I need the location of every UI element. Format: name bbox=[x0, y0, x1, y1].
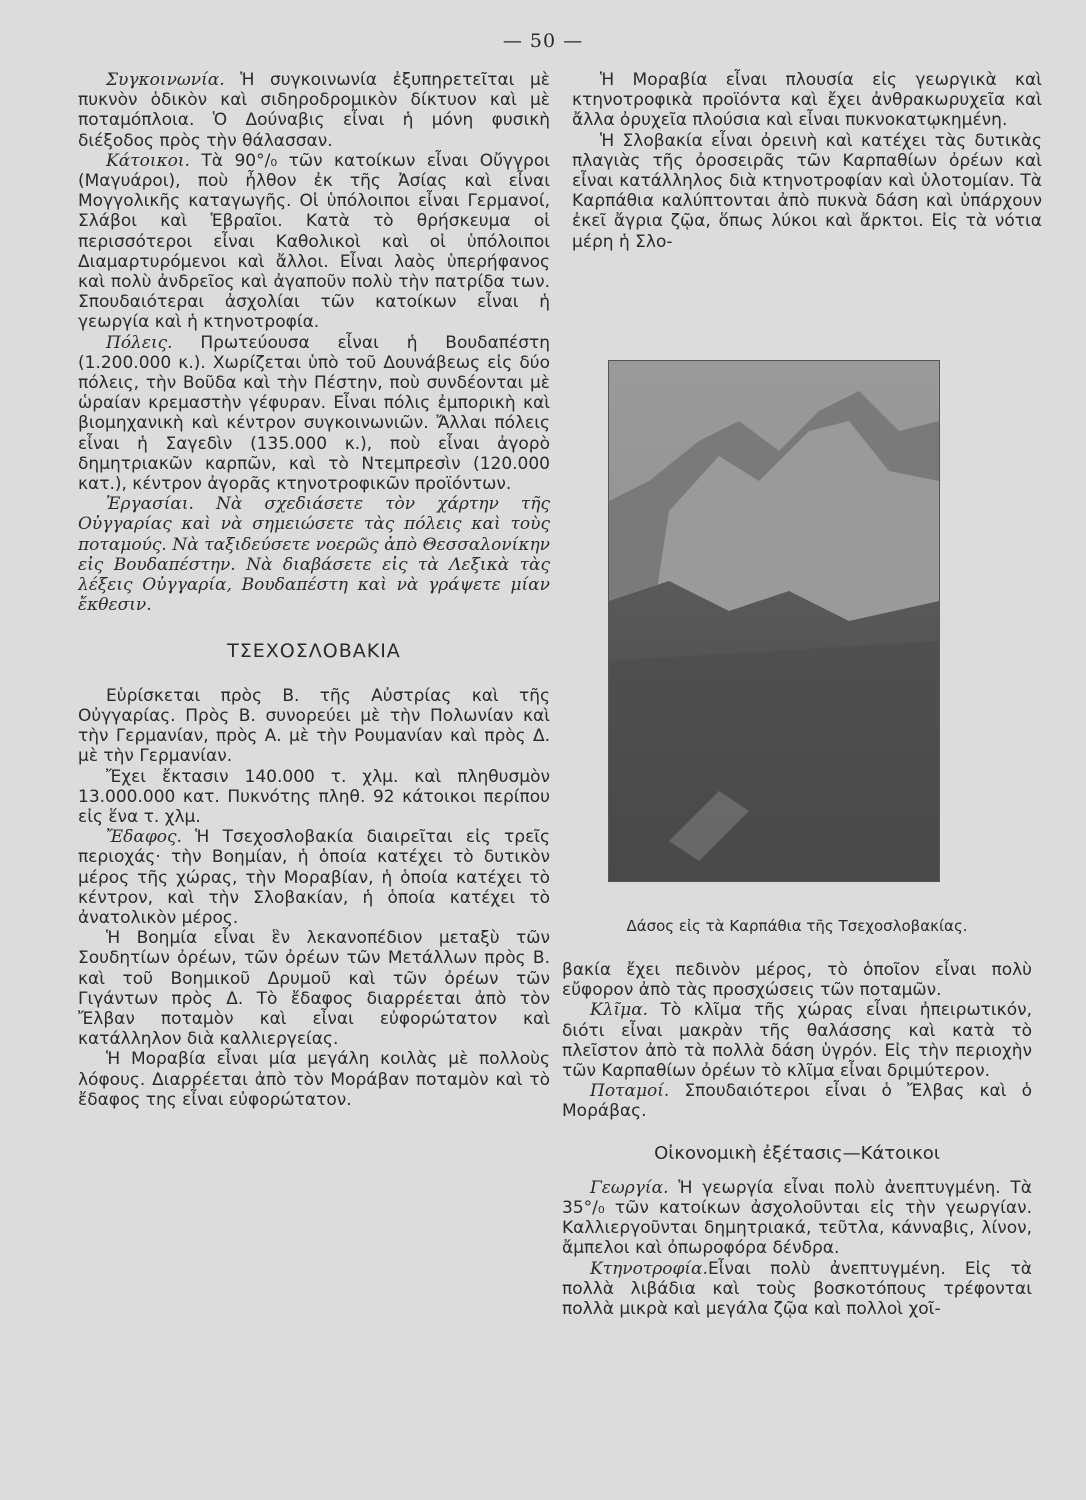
paragraph-text: Εἶναι πολὺ ἀνεπτυγμένη. Εἰς τὰ πολλὰ λιβάδια καὶ τοὺς βοσκοτόπους τρέφονται πολλὰ μικρὰ καὶ μεγάλα ζῷα καὶ πολλοὶ χοῖ- bbox=[562, 1258, 1032, 1320]
paragraph-text: Ἡ Σλοβακία εἶναι ὀρεινὴ καὶ κατέχει τὰς δυτικὰς πλαγιὰς τῆς ὀροσειρᾶς τῶν Καρπαθίων ὀρέων καὶ εἶναι κατάλληλος διὰ κτηνοτροφίαν καὶ ὑλοτομίαν. Τὰ Καρπάθια καλύπτονται ἀπὸ πυκνὰ δάση καὶ ὑπάρχουν ἐκεῖ ἄγρια ζῷα, ὅπως λύκοι καὶ ἄρκτοι. Εἰς τὰ νότια μέρη ἡ Σλο- bbox=[572, 130, 1042, 252]
paragraph-text: Ἡ γεωργία εἶναι πολὺ ἀνεπτυγμένη. Τὰ 35°/₀ τῶν κατοίκων ἀσχολοῦνται εἰς τὴν γεωργίαν. Καλλιεργοῦνται δημητριακά, τεῦτλα, κάνναβις, λίνον, ἄμπελοι καὶ ὀπωροφόρα δένδρα. bbox=[562, 1177, 1032, 1259]
paragraph-heading: Κλῖμα. bbox=[590, 1000, 649, 1021]
paragraph-slovakia bbox=[572, 131, 1042, 252]
paragraph-livestock bbox=[562, 1259, 1032, 1320]
paragraph-text: Ἡ Βοημία εἶναι ἓν λεκανοπέδιον μεταξὺ τῶν Σουδητίων ὀρέων, τῶν ὀρέων τῶν Μετάλλων πρὸς Β. καὶ τοῦ Βοημικοῦ Δρυμοῦ καὶ τῶν ὀρέων τῶν Γιγάντων πρὸς Δ. Τὸ ἔδαφος διαρρέεται ἀπὸ τὸν Ἔλβαν ποταμὸν καὶ εἶναι εὐφορώτατον καὶ κατάλληλον διὰ καλλιεργείας. bbox=[78, 928, 550, 1050]
section-title-czechoslovakia: ΤΣΕΧΟΣΛΟΒΑΚΙΑ bbox=[227, 640, 401, 663]
paragraph-heading: Πόλεις. bbox=[106, 332, 173, 353]
paragraph-terrain bbox=[78, 827, 550, 928]
section-title-economy: Οἰκονομικὴ ἐξέτασις—Κάτοικοι bbox=[654, 1142, 940, 1164]
paragraph-inhabitants bbox=[78, 151, 550, 333]
paragraph-cities bbox=[78, 333, 550, 495]
paragraph-climate bbox=[562, 1000, 1032, 1081]
paragraph-text: Πρωτεύουσα εἶναι ἡ Βουδαπέστη (1.200.000 κ.). Χωρίζεται ὑπὸ τοῦ Δουνάβεως εἰς δύο πόλεις, τὴν Βοῦδα καὶ τὴν Πέστην, ποὺ συνδέονται μὲ ὡραίαν κρεμαστὴν γέφυραν. Εἶναι πόλις ἐμπορικὴ καὶ βιομηχανικὴ καὶ κέντρον συγκοινωνιῶν. Ἄλλαι πόλεις εἶναι ἡ Σαγεδὶν (135.000 κ.), ποὺ εἶναι ἀγορὸ δημητριακῶν καρπῶν, καὶ τὸ Ντεμπρεσὶν (120.000 κατ.), κέντρον ἀγορᾶς κτηνοτροφικῶν προϊόντων. bbox=[78, 332, 550, 495]
page-number: — 50 — bbox=[502, 30, 584, 52]
paragraph-location bbox=[78, 686, 550, 767]
paragraph-text: Εὑρίσκεται πρὸς Β. τῆς Αὐστρίας καὶ τῆς Οὐγγαρίας. Πρὸς Β. συνορεύει μὲ τὴν Πολωνίαν καὶ τὴν Γερμανίαν, πρὸς Α. μὲ τὴν Ρουμανίαν καὶ πρὸς Δ. μὲ τὴν Γερμανίαν. bbox=[78, 685, 550, 767]
paragraph-exercises bbox=[78, 494, 550, 615]
paragraph-text: Ἡ Μοραβία εἶναι πλουσία εἰς γεωργικὰ καὶ κτηνοτροφικὰ προϊόντα καὶ ἔχει ἀνθρακωρυχεῖα καὶ ἄλλα ὀρυχεῖα πλούσια καὶ εἶναι πυκνοκατῳκημένη. bbox=[572, 70, 1042, 131]
paragraph-text: Ἡ Μοραβία εἶναι μία μεγάλη κοιλὰς μὲ πολλοὺς λόφους. Διαρρέεται ἀπὸ τὸν Μοράβαν ποταμὸν καὶ τὸ ἔδαφος της εἶναι εὐφορώτατον. bbox=[78, 1049, 550, 1110]
paragraph-text: Ἔχει ἔκτασιν 140.000 τ. χλμ. καὶ πληθυσμὸν 13.000.000 κατ. Πυκνότης πληθ. 92 κάτοικοι περίπου εἰς ἕνα τ. χλμ. bbox=[78, 766, 550, 827]
paragraph-text: βακία ἔχει πεδινὸν μέρος, τὸ ὁποῖον εἶναι πολὺ εὔφορον ἀπὸ τὰς προσχώσεις τῶν ποταμῶν. bbox=[562, 960, 1032, 1001]
paragraph-moravia bbox=[78, 1049, 550, 1110]
paragraph-heading: Συγκοινωνία. bbox=[106, 70, 225, 90]
paragraph-agriculture bbox=[562, 1178, 1032, 1259]
paragraph-heading: Ποταμοί. bbox=[590, 1081, 670, 1102]
left-column bbox=[78, 70, 550, 1110]
paragraph-text: Τὸ κλῖμα τῆς χώρας εἶναι ἠπειρωτικόν, διότι εἶναι μακρὰν τῆς θαλάσσης καὶ κατὰ τὸ πλεῖστον ἀπὸ τὰ πολλὰ δάση ὑγρόν. Εἰς τὴν περιοχὴν τῶν Καρπαθίων ὀρέων τὸ κλῖμα εἶναι δριμύτερον. bbox=[562, 1000, 1032, 1082]
paragraph-heading: Ἔδαφος. bbox=[106, 827, 182, 848]
paragraph-communication bbox=[78, 70, 550, 151]
photo-caption: Δάσος εἰς τὰ Καρπάθια τῆς Τσεχοσλοβακίας. bbox=[626, 917, 968, 935]
paragraph-area bbox=[78, 767, 550, 828]
paragraph-bohemia bbox=[78, 928, 550, 1049]
paragraph-text: Τὰ 90°/₀ τῶν κατοίκων εἶναι Οὔγγροι (Μαγυάροι), ποὺ ἦλθον ἐκ τῆς Ἀσίας καὶ εἶναι Μογγολικῆς καταγωγῆς. Οἱ ὑπόλοιποι εἶναι Γερμανοί, Σλάβοι καὶ Ἑβραῖοι. Κατὰ τὸ θρήσκευμα οἱ περισσότεροι εἶναι Καθολικοὶ καὶ οἱ ὑπόλοιποι Διαμαρτυρόμενοι καὶ ἄλλοι. Εἶναι λαὸς ὑπερήφανος καὶ πολὺ ἀνδρεῖος καὶ ἀγαποῦν πολὺ τὴν πατρίδα των. Σπουδαιότεραι ἀσχολίαι τῶν κατοίκων εἶναι ἡ γεωργία καὶ ἡ κτηνοτροφία. bbox=[78, 150, 550, 333]
forest-photo bbox=[608, 360, 940, 882]
right-column-bottom bbox=[562, 960, 1032, 1319]
paragraph-heading: Κάτοικοι. bbox=[106, 150, 190, 171]
mountain-forest-illustration bbox=[609, 361, 939, 881]
paragraph-moravia-wealth bbox=[572, 70, 1042, 131]
paragraph-text: Σπουδαιότεροι εἶναι ὁ Ἔλβας καὶ ὁ Μοράβας. bbox=[562, 1081, 1032, 1122]
paragraph-text: Νὰ σχεδιάσετε τὸν χάρτην τῆς Οὐγγαρίας καὶ νὰ σημειώσετε τὰς πόλεις καὶ τοὺς ποταμούς. Νὰ ταξιδεύσετε νοερῶς ἀπὸ Θεσσαλονίκην εἰς Βουδαπέστην. Νὰ διαβάσετε εἰς τὰ Λεξικὰ τὰς λέξεις Οὐγγαρία, Βουδαπέστη καὶ νὰ γράψετε μίαν ἔκθεσιν. bbox=[78, 494, 550, 616]
paragraph-text: Ἡ συγκοινωνία ἐξυπηρετεῖται μὲ πυκνὸν ὁδικὸν καὶ σιδηροδρομικὸν δίκτυον καὶ μὲ ποταμόπλοια. Ὁ Δούναβις εἶναι ἡ μόνη φυσικὴ διέξοδος πρὸς τὴν θάλασσαν. bbox=[78, 70, 550, 151]
paragraph-slovakia-cont bbox=[562, 960, 1032, 1000]
paragraph-heading: Κτηνοτροφία. bbox=[590, 1258, 708, 1279]
paragraph-heading: Ἐργασίαι. bbox=[106, 494, 194, 515]
paragraph-heading: Γεωργία. bbox=[590, 1177, 669, 1198]
paragraph-rivers bbox=[562, 1081, 1032, 1121]
right-column-top bbox=[572, 70, 1042, 252]
paragraph-text: Ἡ Τσεχοσλοβακία διαιρεῖται εἰς τρεῖς περιοχάς· τὴν Βοημίαν, ἡ ὁποία κατέχει τὸ δυτικὸν μέρος τῆς χώρας, τὴν Μοραβίαν, ἡ ὁποία κατέχει τὸ κέντρον, καὶ τὴν Σλοβακίαν, ἡ ὁποία κατέχει τὸ ἀνατολικὸν μέρος. bbox=[78, 827, 550, 928]
